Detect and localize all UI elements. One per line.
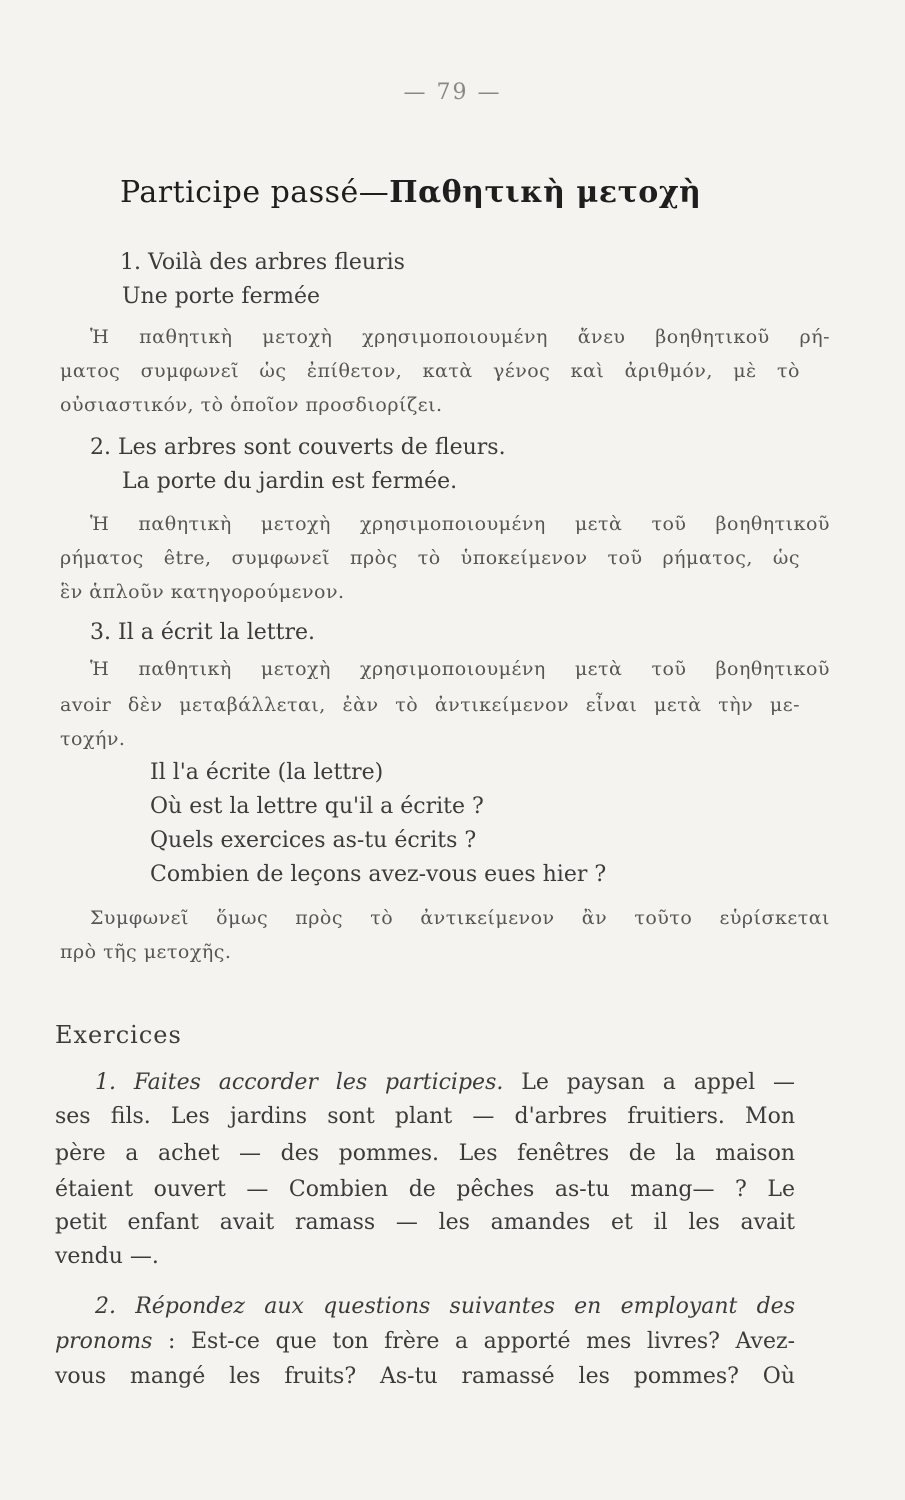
exercise-1-line-6: vendu —. [55, 1244, 159, 1269]
title-latin: Participe passé— [120, 175, 390, 210]
section-3-greek-line-5: πρὸ τῆς μετοχῆς. [60, 941, 232, 963]
title-greek: Παθητικὴ μετοχὴ [389, 175, 702, 210]
exercices-heading: Exercices [55, 1021, 182, 1049]
section-3-example-1: 3. Il a écrit la lettre. [90, 620, 315, 645]
exercise-2-line-2: vous mangé les fruits? As-tu ramassé les pommes? Où [55, 1364, 795, 1389]
exercise-1-line-2: ses fils. Les jardins sont plant — d'arbres fruitiers. Mon [55, 1104, 795, 1129]
section-2-example-2: La porte du jardin est fermée. [122, 469, 458, 494]
section-1-example-2: Une porte fermée [122, 284, 320, 309]
section-1-greek-line-3: οὐσιαστικόν, τὸ ὁποῖον προσδιορίζει. [60, 394, 443, 416]
exercise-1-line-4: étaient ouvert — Combien de pêches as-tu mang— ? Le [55, 1177, 795, 1202]
section-3-greek-line-3: τοχήν. [60, 728, 126, 750]
section-1-greek-line-2: ματος συμφωνεῖ ὡς ἐπίθετον, κατὰ γένος καὶ ἀριθμόν, μὲ τὸ [60, 360, 800, 382]
exercise-2-label: 2. Répondez aux questions suivantes en employant des [95, 1294, 795, 1319]
section-3-greek-line-2: avoir δὲν μεταβάλλεται, ἐὰν τὸ ἀντικείμενον εἶναι μετὰ τὴν με- [60, 694, 800, 716]
section-3-example-3: Où est la lettre qu'il a écrite ? [150, 794, 484, 819]
section-1-example-1: 1. Voilà des arbres fleuris [120, 250, 405, 275]
section-3-greek-line-1: Ἡ παθητικὴ μετοχὴ χρησιμοποιουμένη μετὰ τοῦ βοηθητικοῦ [90, 658, 830, 680]
exercise-1-line-3: père a achet — des pommes. Les fenêtres de la maison [55, 1141, 795, 1166]
section-2-greek-line-1: Ἡ παθητικὴ μετοχὴ χρησιμοποιουμένη μετὰ τοῦ βοηθητικοῦ [90, 513, 830, 535]
page-title [120, 175, 701, 210]
exercise-1-line-1: 1. Faites accorder les participes. Le paysan a appel — [95, 1070, 795, 1095]
exercise-1-line-5: petit enfant avait ramass — les amandes et il les avait [55, 1210, 795, 1235]
section-2-greek-line-2: ρήματος être, συμφωνεῖ πρὸς τὸ ὑποκείμενον τοῦ ρήματος, ὡς [60, 547, 800, 569]
section-3-example-4: Quels exercices as-tu écrits ? [150, 828, 477, 853]
section-2-greek-line-3: ἓν ἁπλοῦν κατηγορούμενον. [60, 581, 345, 603]
section-3-example-5: Combien de leçons avez-vous eues hier ? [150, 862, 607, 887]
section-3-greek-line-4: Συμφωνεῖ ὅμως πρὸς τὸ ἀντικείμενον ἂν τοῦτο εὑρίσκεται [90, 907, 830, 929]
section-2-example-1: 2. Les arbres sont couverts de fleurs. [90, 435, 506, 460]
section-3-example-2: Il l'a écrite (la lettre) [150, 760, 384, 785]
exercise-2-line-1: pronoms : Est-ce que ton frère a apporté mes livres? Avez- [55, 1329, 795, 1354]
page-number: — 79 — [403, 80, 502, 105]
section-1-greek-line-1: Ἡ παθητικὴ μετοχὴ χρησιμοποιουμένη ἄνευ βοηθητικοῦ ρή- [90, 326, 830, 348]
